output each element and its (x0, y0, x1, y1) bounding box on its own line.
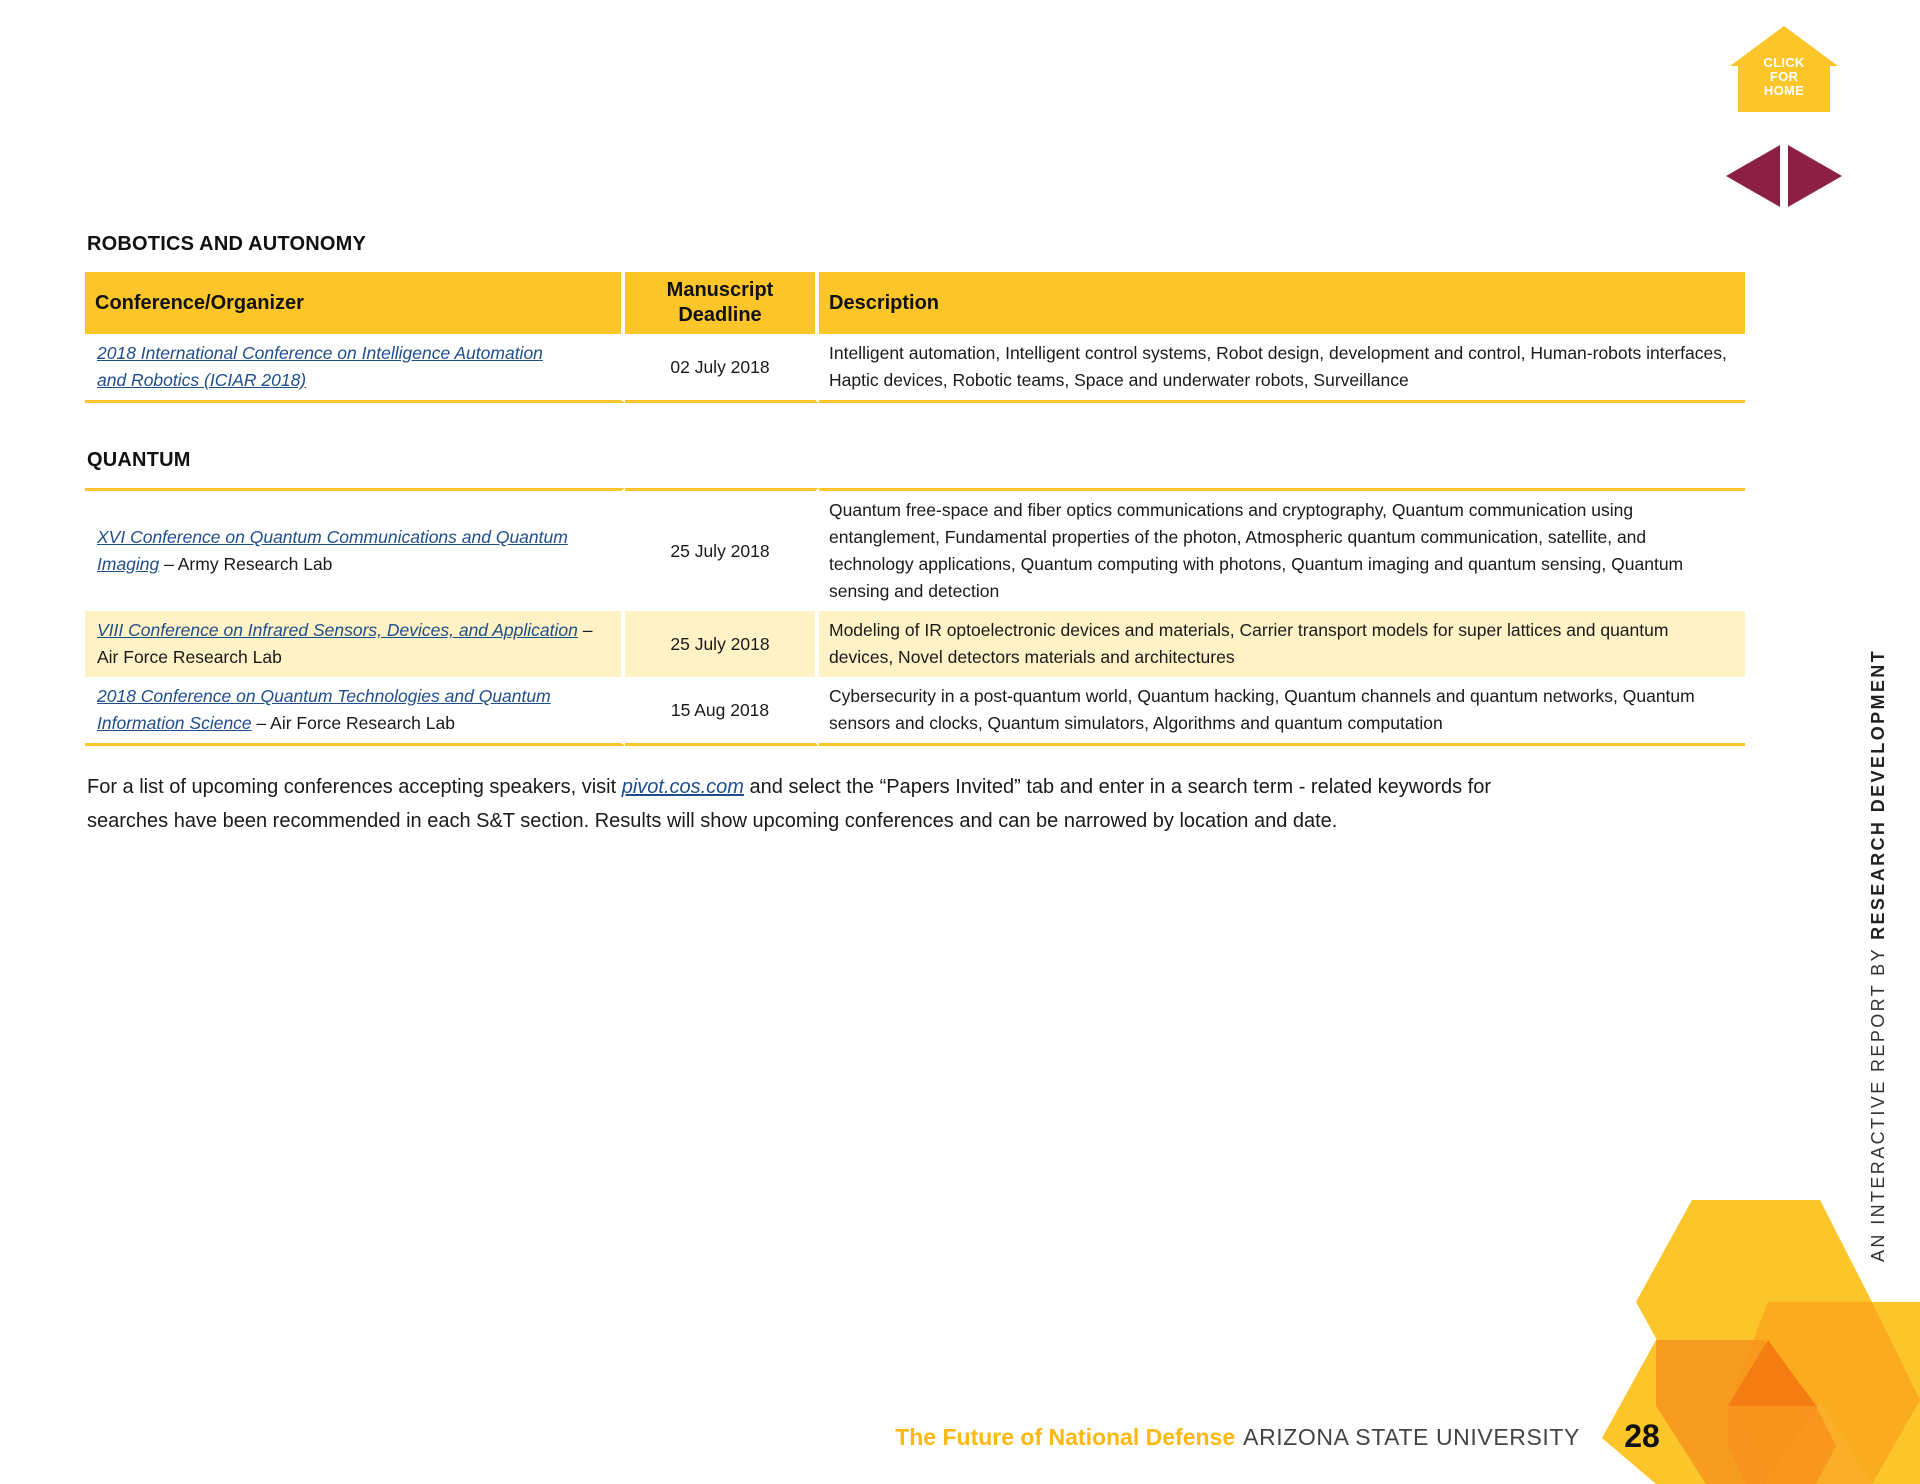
deadline-cell: 25 July 2018 (625, 488, 819, 611)
table-header-row (85, 272, 1745, 334)
publication-title: The Future of National Defense (895, 1424, 1236, 1450)
header-description: Description (819, 272, 1745, 334)
deadline-cell: 15 Aug 2018 (625, 677, 819, 746)
note-text-before: For a list of upcoming conferences accepting speakers, visit (87, 776, 622, 798)
conference-search-note (87, 770, 1547, 838)
table-row (85, 488, 1745, 611)
header-deadline (625, 272, 819, 334)
home-label-line3: HOME (1763, 83, 1805, 98)
side-label (1868, 649, 1889, 1262)
side-label-bold: RESEARCH DEVELOPMENT (1868, 648, 1888, 940)
header-deadline-line1: Manuscript (666, 279, 774, 301)
description-cell: Intelligent automation, Intelligent control systems, Robot design, development and control, Human-robots interfaces, Haptic devices, Robotic teams, Space and underwater robots, Surveillance (819, 334, 1745, 403)
deadline-cell: 02 July 2018 (625, 334, 819, 403)
header-organizer: Conference/Organizer (85, 272, 625, 334)
organizer-name: – Air Force Research Lab (251, 713, 455, 733)
description-cell: Cybersecurity in a post-quantum world, Quantum hacking, Quantum channels and quantum networks, Quantum sensors and clocks, Quantum simulators, Algorithms and quantum computation (819, 677, 1745, 746)
description-cell: Quantum free-space and fiber optics communications and cryptography, Quantum communication using entanglement, Fundamental properties of the photon, Atmospheric quantum communication, satellite, and technology applications, Quantum computing with photons, Quantum imaging and quantum sensing, Quantum sensing and detection (819, 488, 1745, 611)
footer (860, 1424, 1580, 1451)
header-deadline-line2: Deadline (678, 304, 762, 326)
table-row (85, 611, 1745, 677)
section-title-robotics: ROBOTICS AND AUTONOMY (87, 233, 367, 255)
conference-link-line2: and Robotics (ICIAR 2018) (97, 370, 307, 390)
deadline-cell: 25 July 2018 (625, 611, 819, 677)
home-button[interactable] (1726, 26, 1842, 116)
robotics-table (85, 272, 1745, 403)
table-row (85, 334, 1745, 403)
home-label-line1: CLICK (1763, 55, 1805, 70)
section-title-quantum: QUANTUM (87, 449, 191, 471)
university-name: ARIZONA STATE UNIVERSITY (1243, 1424, 1580, 1450)
home-label (1726, 56, 1842, 98)
conference-link-quantum-technologies[interactable]: 2018 Conference on Quantum Technologies and Quantum Information Science (97, 686, 551, 733)
conference-link-line1: 2018 International Conference on Intelligence Automation (97, 343, 543, 363)
side-label-prefix: AN INTERACTIVE REPORT BY (1868, 939, 1888, 1262)
home-label-line2: FOR (1769, 69, 1799, 84)
organizer-name: – Army Research Lab (159, 554, 333, 574)
organizer-cell (85, 611, 625, 677)
conference-link-quantum-communications[interactable]: XVI Conference on Quantum Communications and Quantum Imaging (97, 527, 568, 574)
quantum-table (85, 488, 1745, 746)
previous-page-button[interactable] (1726, 145, 1780, 207)
description-cell: Modeling of IR optoelectronic devices and materials, Carrier transport models for super lattices and quantum devices, Novel detectors materials and architectures (819, 611, 1745, 677)
organizer-cell (85, 677, 625, 746)
organizer-cell (85, 334, 625, 403)
pivot-link[interactable]: pivot.cos.com (621, 776, 744, 798)
next-page-button[interactable] (1788, 145, 1842, 207)
triangle-right-icon (1788, 145, 1842, 207)
table-row (85, 677, 1745, 746)
conference-link-infrared-sensors[interactable]: VIII Conference on Infrared Sensors, Devices, and Application (97, 620, 578, 640)
triangle-left-icon (1726, 145, 1780, 207)
page-number: 28 (1624, 1418, 1660, 1454)
note-text-after: and select the “Papers Invited” tab and enter in a search term - related keywords for searches have been recommended in each S&T section. Results will show upcoming conferences and can be narrowed by location and date. (87, 776, 1492, 832)
conference-link-iciar[interactable] (97, 343, 543, 390)
organizer-cell (85, 488, 625, 611)
organizer-name: – Air Force Research Lab (97, 620, 593, 667)
hexagon-bottom-center (1728, 1406, 1836, 1484)
